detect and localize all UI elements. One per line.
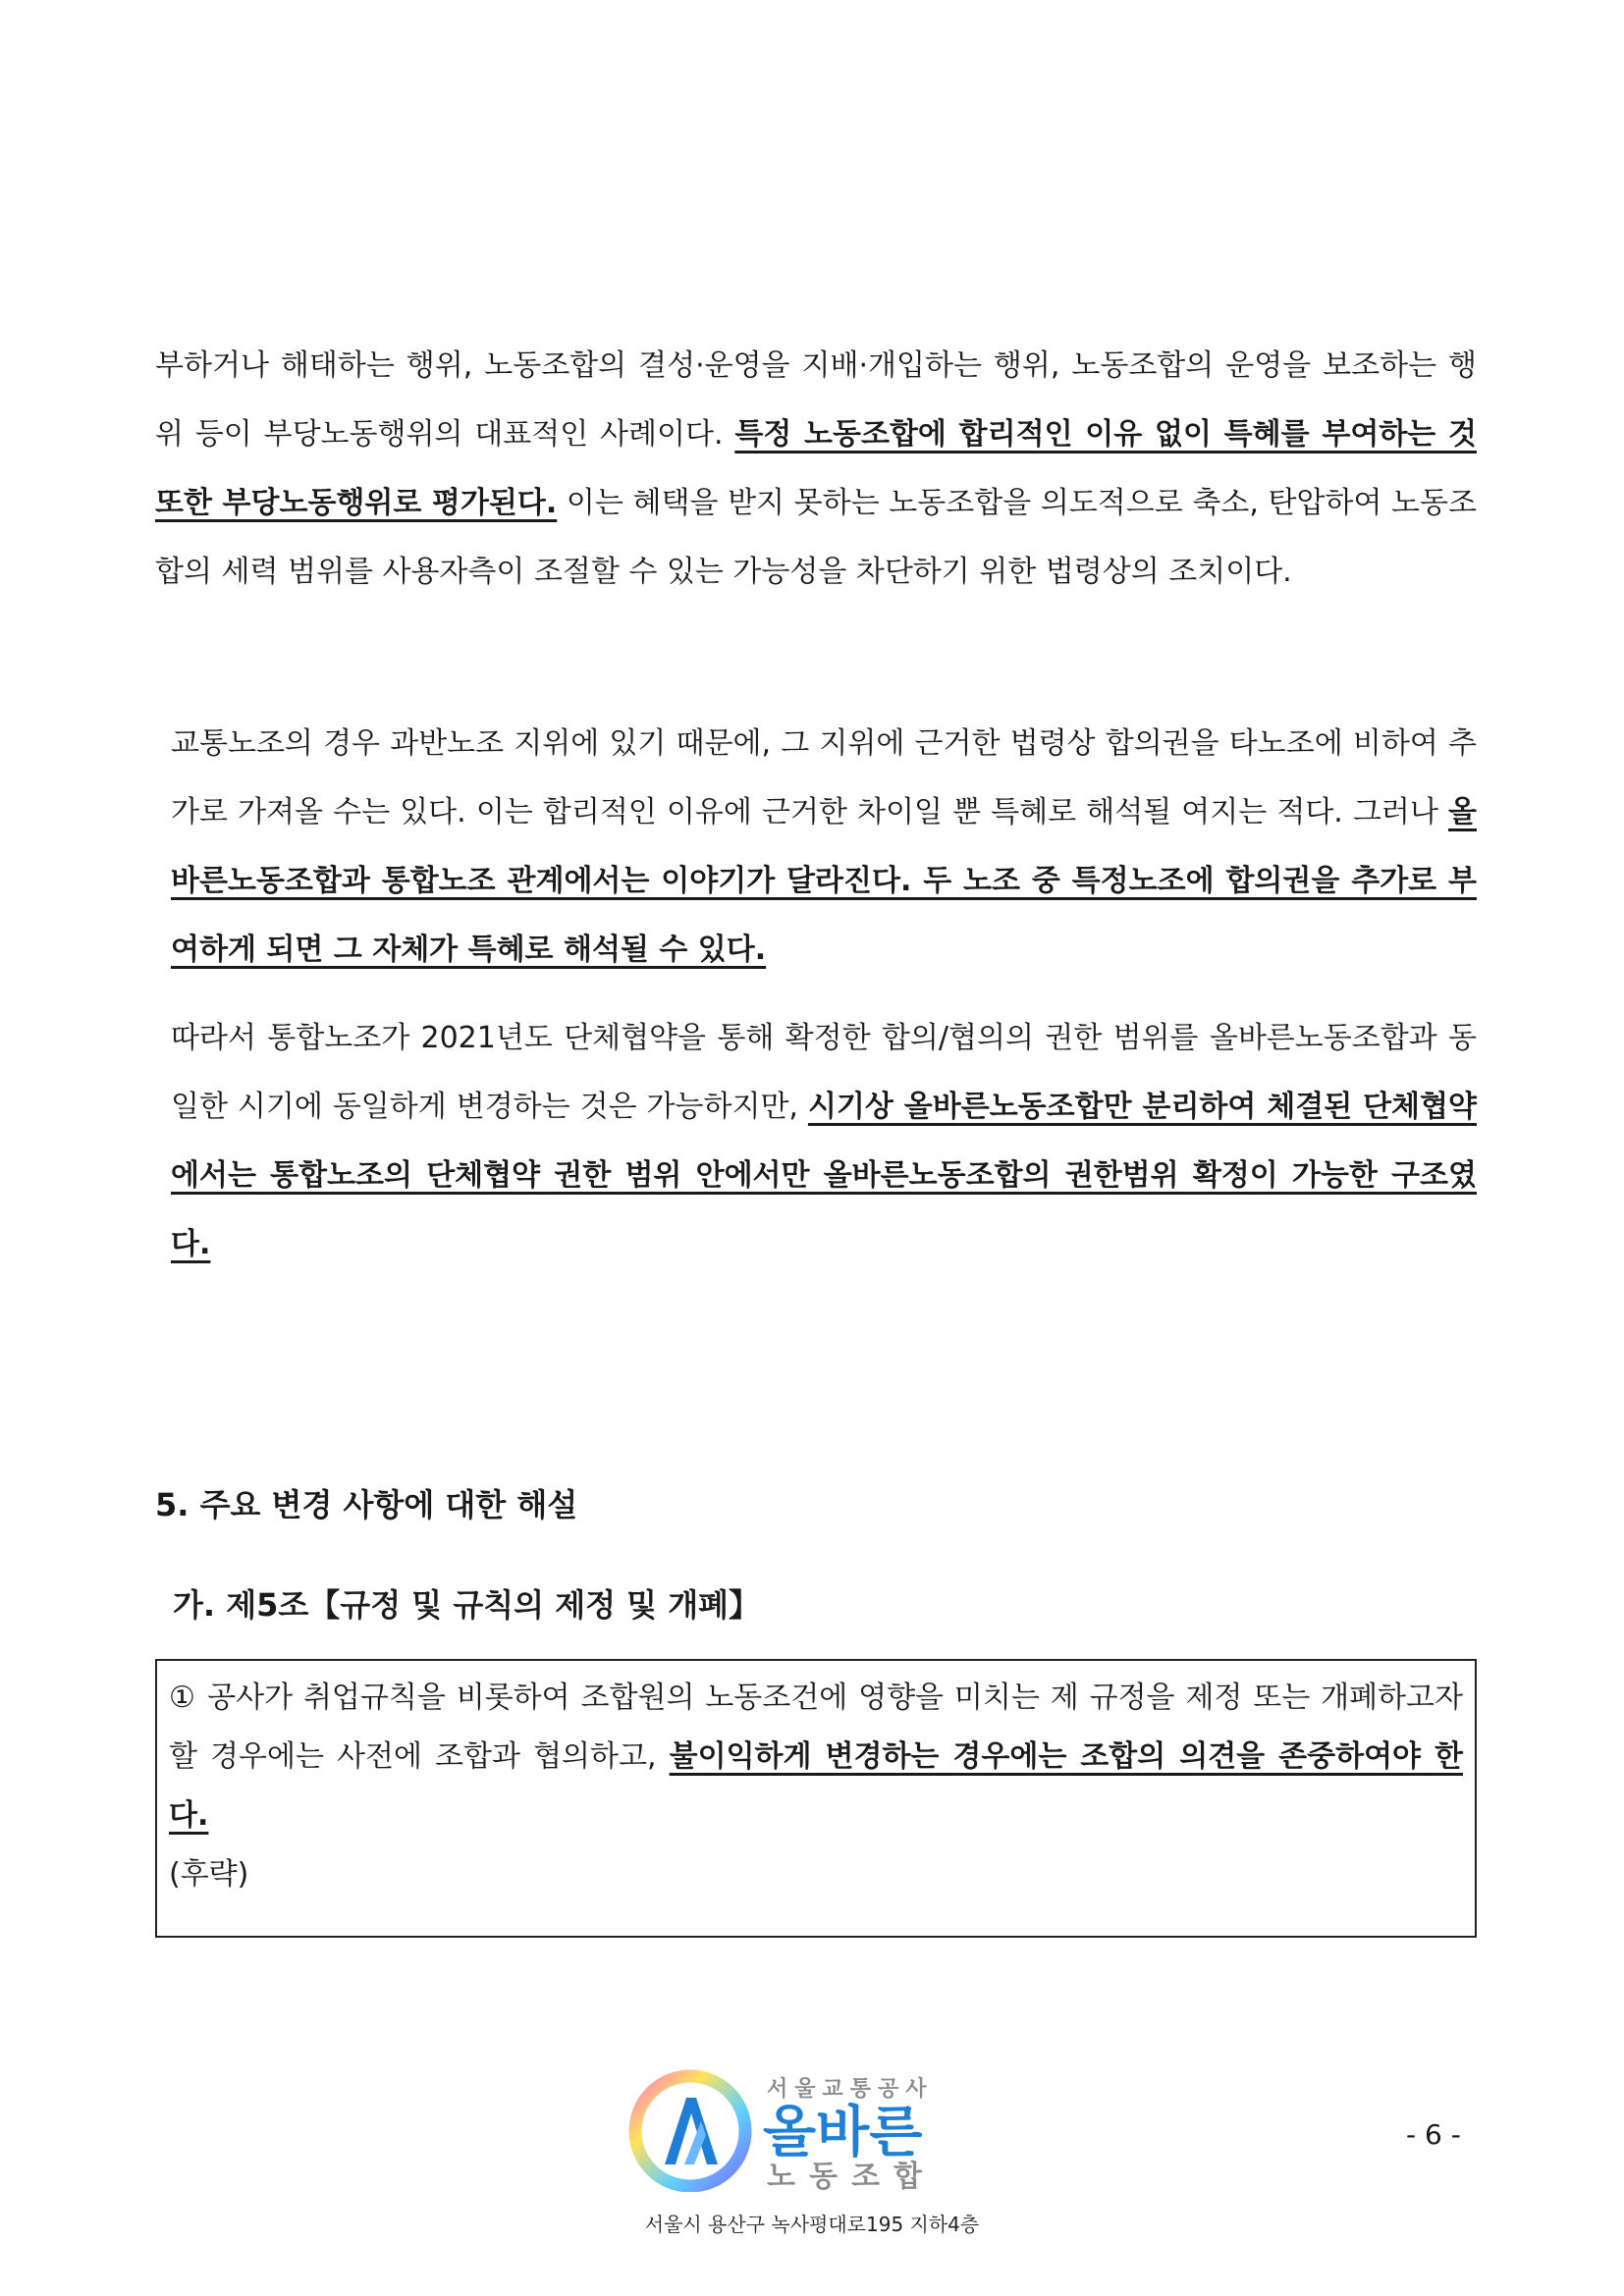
body-paragraph-3	[155, 1004, 1477, 1279]
footer-address: 서울시 용산구 녹사평대로195 지하4층	[644, 2213, 980, 2236]
paragraph-text: 이는 혜택을 받지 못하는 노동조합을 의도적으로 축소, 탄압하여 노동조합의 세력 범위를 사용자측이 조절할 수 있는 가능성을 차단하기 위한 법령상의 조치이다.	[155, 486, 1478, 589]
paragraph-text: 교통노조의 경우 과반노조 지위에 있기 때문에, 그 지위에 근거한 법령상 합의권을 타노조에 비하여 추가로 가져올 수는 있다. 이는 합리적인 이유에 근거한 차이일 뿐 특혜로 해석될 여지는 적다. 그러나	[171, 726, 1477, 829]
logo-a-icon	[635, 2076, 745, 2186]
section-heading: 5. 주요 변경 사항에 대한 해설	[155, 1486, 578, 1523]
emphasis-text: 특정 노동조합에 합리적인 이유 없이 특혜를 부여하는 것 또한 부당노동행위로 평가된다.	[155, 417, 1477, 520]
omission-note: (후략)	[169, 1857, 249, 1892]
subsection-heading: 가. 제5조【규정 및 규칙의 제정 및 개폐】	[173, 1586, 761, 1624]
paragraph-text: 따라서 통합노조가 2021년도 단체협약을 통해 확정한 합의/협의의 권한 범위를 올바른노동조합과 동일한 시기에 동일하게 변경하는 것은 가능하지만,	[171, 1021, 1477, 1124]
union-logo	[623, 2064, 1016, 2192]
body-paragraph-1	[155, 332, 1477, 607]
logo-bottom-text: 노동조합	[767, 2160, 936, 2192]
paragraph-text: 부하거나 해태하는 행위, 노동조합의 결성·운영을 지배·개입하는 행위, 노동조합의 운영을 보조하는 행위 등이 부당노동행위의 대표적인 사례이다.	[155, 348, 1477, 452]
logo-top-text: 서울교통공사	[767, 2077, 934, 2102]
article-text: ① 공사가 취업규칙을 비롯하여 조합원의 노동조건에 영향을 미치는 제 규정을 제정 또는 개폐하고자 할 경우에는 사전에 조합과 협의하고,	[169, 1681, 1463, 1774]
page-number: - 6 -	[1406, 2118, 1461, 2151]
emphasis-text: 시기상 올바른노동조합만 분리하여 체결된 단체협약에서는 통합노조의 단체협약 권한 범위 안에서만 올바른노동조합의 권한범위 확정이 가능한 구조였다.	[171, 1090, 1477, 1261]
article-emphasis: 불이익하게 변경하는 경우에는 조합의 의견을 존중하여야 한다.	[169, 1739, 1463, 1833]
logo-main-text: 올바른	[763, 2101, 923, 2164]
body-paragraph-2	[155, 710, 1477, 985]
emphasis-text: 올바른노동조합과 통합노조 관계에서는 이야기가 달라진다. 두 노조 중 특정노조에 합의권을 추가로 부여하게 되면 그 자체가 특혜로 해석될 수 있다.	[171, 795, 1477, 967]
article-quote-box	[155, 1659, 1477, 1938]
